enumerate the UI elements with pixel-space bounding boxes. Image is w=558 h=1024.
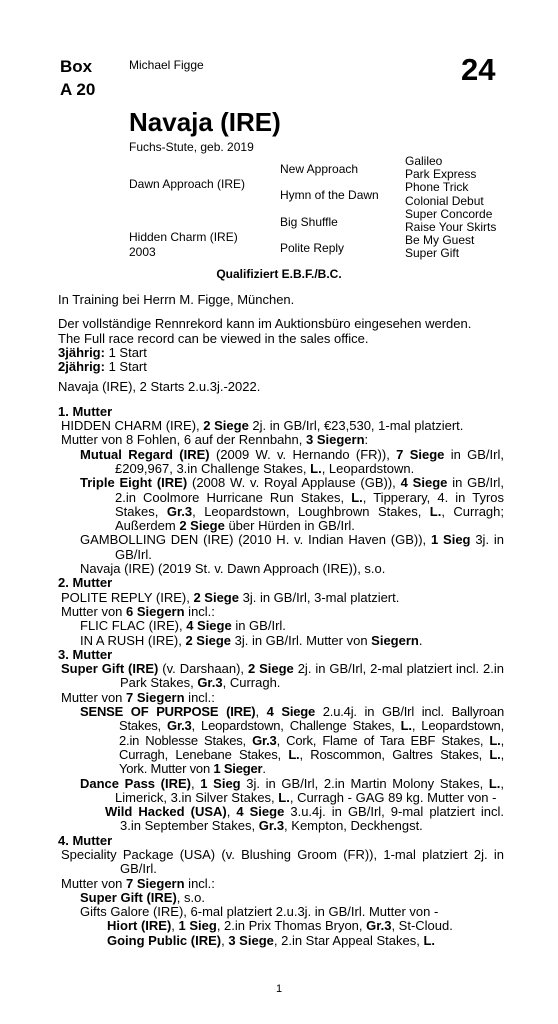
fourth-dam-section: Speciality Package (USA) (v. Blushing Groom (FR)), 1-mal platziert 2j. in GB/Irl. Mutter von 7 Siegern incl.: Super Gift (IRE), s.o. Gifts Galore (IRE), 6-mal platziert 2.u.3j. in GB/Irl. Mutter von - Hiort (IRE), 1 Sieg, 2.in Prix Thomas Bryon, Gr.3, St-Cloud. Going Public (IRE), 3 Siege, 2.in Star Appeal Stakes, L.	[61, 846, 504, 948]
second-dam-section: POLITE REPLY (IRE), 2 Siege 3j. in GB/Irl, 3-mal platziert. Mutter von 6 Siegern incl.: FLIC FLAC (IRE), 4 Siege in GB/Irl. IN A RUSH (IRE), 2 Siege 3j. in GB/Irl. Mutter von Siegern.	[61, 589, 423, 648]
pedigree-sire: Dawn Approach (IRE)	[129, 177, 246, 191]
consignor-name: Michael Figge	[129, 58, 204, 72]
horse-description: Fuchs-Stute, geb. 2019	[129, 140, 254, 154]
fourth-dam-heading: 4. Mutter	[58, 832, 113, 848]
page-number: 1	[275, 983, 283, 995]
pedigree-g2-2: Hymn of the Dawn	[280, 188, 379, 202]
training-note: In Training bei Herrn M. Figge, München.	[58, 292, 295, 307]
catalogue-body	[58, 293, 504, 948]
first-dam-section: HIDDEN CHARM (IRE), 2 Siege 2j. in GB/Irl, €23,530, 1-mal platziert. Mutter von 8 Fohlen, 6 auf der Rennbahn, 3 Siegern: Mutual Regard (IRE) (2009 W. v. Hernando (FR)), 7 Siege in GB/Irl, £209,967, 3.in Challenge Stakes, L., Leopardstown. Triple Eight (IRE) (2008 W. v. Royal Applause (GB)), 4 Siege in GB/Irl, 2.in Coolmore Hurricane Run Stakes, L., Tipperary, 4. in Tyros Stakes, Gr.3, Leopardstown, Loughbrown Stakes, L., Curragh; Außerdem 2 Siege über Hürden in GB/Irl. GAMBOLLING DEN (IRE) (2010 H. v. Indian Haven (GB)), 1 Sieg 3j. in GB/Irl. Navaja (IRE) (2019 St. v. Dawn Approach (IRE)), s.o.	[61, 418, 505, 577]
third-dam-section: Super Gift (IRE) (v. Darshaan), 2 Siege 2j. in GB/Irl, 2-mal platziert incl. 2.in Park Stakes, Gr.3, Curragh. Mutter von 7 Siegern incl.: SENSE OF PURPOSE (IRE), 4 Siege 2.u.4j. in GB/Irl incl. Ballyroan Stakes, Gr.3, Leopardstown, Challenge Stakes, L., Leopardstown, 2.in Noblesse Stakes, Gr.3, Cork, Flame of Tara EBF Stakes, L., Curragh, Lenebane Stakes, L., Roscommon, Galtres Stakes, L., York. Mutter von 1 Sieger. Dance Pass (IRE), 1 Sieg 3j. in GB/Irl, 2.in Martin Molony Stakes, L., Limerick, 3.in Silver Stakes, L., Curragh - GAG 89 kg. Mutter von - Wild Hacked (USA), 4 Siege 3.u.4j. in GB/Irl, 9-mal platziert incl. 3.in September Stakes, Gr.3, Kempton, Deckhengst.	[61, 661, 505, 834]
pedigree-dam-year: 2003	[129, 245, 156, 259]
race-record: Der vollständige Rennrekord kann im Auktionsbüro eingesehen werden. The Full race record can be viewed in the sales office. 3jährig: 1 Start 2jährig: 1 Start	[58, 316, 472, 375]
box-label: Box A 20	[60, 57, 96, 99]
lot-number: 24	[461, 52, 496, 87]
pedigree-dam: Hidden Charm (IRE)	[129, 230, 238, 244]
first-dam-heading: 1. Mutter	[58, 403, 113, 419]
pedigree-g3: Galileo Park Express Phone Trick Colonial Debut Super Concorde Raise Your Skirts Be My Guest Super Gift	[405, 154, 497, 261]
pedigree-g2-3: Big Shuffle	[280, 215, 338, 229]
third-dam-heading: 3. Mutter	[58, 646, 113, 662]
pedigree-g2-4: Polite Reply	[280, 241, 345, 255]
second-dam-heading: 2. Mutter	[58, 575, 113, 591]
starts-summary: Navaja (IRE), 2 Starts 2.u.3j.-2022.	[58, 379, 261, 395]
horse-name: Navaja (IRE)	[129, 107, 281, 137]
qualification-note: Qualifiziert E.B.F./B.C.	[216, 267, 342, 281]
pedigree-g2-1: New Approach	[280, 162, 359, 176]
